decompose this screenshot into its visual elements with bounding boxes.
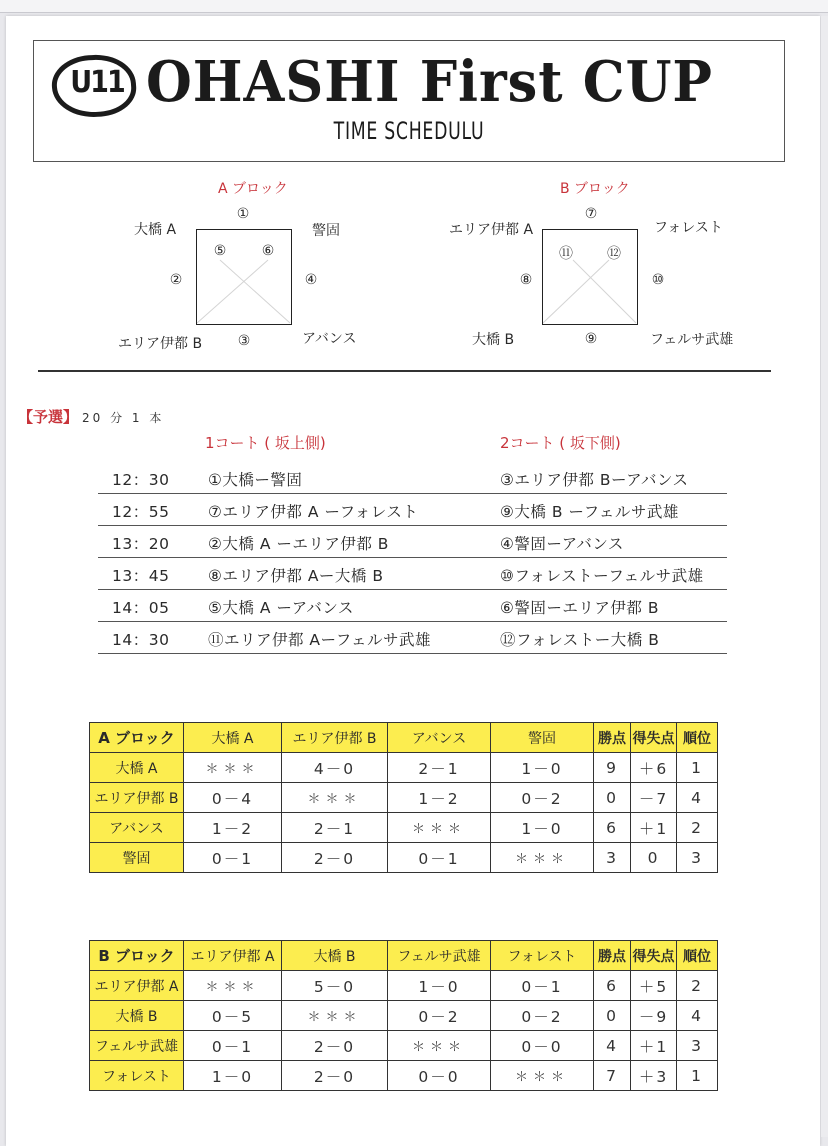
- row-header: アバンス: [90, 813, 184, 843]
- score-cell: 0－1: [491, 971, 594, 1001]
- score-cell: ＊＊＊: [184, 971, 282, 1001]
- schedule-row: [98, 462, 727, 494]
- table-row: [90, 1061, 718, 1091]
- column-header: エリア伊都 B: [282, 723, 388, 753]
- goal-diff-cell: －7: [631, 783, 677, 813]
- column-header: エリア伊都 A: [184, 941, 282, 971]
- goal-diff-cell: ＋3: [631, 1061, 677, 1091]
- points-header: 勝点: [594, 723, 631, 753]
- match-number: ①: [236, 206, 250, 222]
- points-cell: 6: [594, 971, 631, 1001]
- match-number: ⑫: [607, 246, 621, 262]
- rank-cell: 4: [677, 1001, 718, 1031]
- column-header: フォレスト: [491, 941, 594, 971]
- score-cell: 1－0: [388, 971, 491, 1001]
- goal-diff-header: 得失点: [631, 723, 677, 753]
- match-number: ⑤: [213, 243, 227, 259]
- score-cell: 1－2: [388, 783, 491, 813]
- score-cell: 1－2: [184, 813, 282, 843]
- goal-diff-cell: ＋6: [631, 753, 677, 783]
- block-a-title: A ブロック: [218, 181, 288, 197]
- score-cell: ＊＊＊: [282, 783, 388, 813]
- score-cell: ＊＊＊: [388, 813, 491, 843]
- rank-cell: 1: [677, 1061, 718, 1091]
- score-cell: 2－1: [388, 753, 491, 783]
- score-cell: 5－0: [282, 971, 388, 1001]
- schedule-label: 【予選】: [18, 408, 79, 426]
- match-number: ⑨: [584, 331, 598, 347]
- score-cell: 0－2: [491, 783, 594, 813]
- court-1-match: ②大橋 A ーエリア伊都 B: [208, 535, 389, 553]
- court-2-match: ⑩フォレストーフェルサ武雄: [500, 567, 704, 585]
- match-duration: 20 分 1 本: [82, 411, 165, 425]
- row-header: フォレスト: [90, 1061, 184, 1091]
- table-row: [90, 783, 718, 813]
- team-label: アバンス: [302, 331, 357, 347]
- column-header: アバンス: [388, 723, 491, 753]
- match-number: ③: [237, 333, 251, 349]
- match-number: ④: [304, 272, 318, 288]
- schedule-row: [98, 558, 727, 590]
- score-cell: 1－0: [491, 813, 594, 843]
- score-cell: 1－0: [184, 1061, 282, 1091]
- goal-diff-cell: ＋1: [631, 1031, 677, 1061]
- scrollbar[interactable]: [821, 16, 828, 1137]
- points-cell: 7: [594, 1061, 631, 1091]
- rank-header: 順位: [677, 941, 718, 971]
- match-number: ⑥: [261, 243, 275, 259]
- rank-cell: 3: [677, 1031, 718, 1061]
- score-cell: 0－1: [184, 843, 282, 873]
- title-box: [33, 40, 785, 162]
- document-page: [6, 16, 820, 1146]
- goal-diff-cell: 0: [631, 843, 677, 873]
- section-divider: [38, 370, 771, 372]
- rank-cell: 2: [677, 813, 718, 843]
- team-label: 大橋 B: [472, 332, 515, 348]
- block-b-title: B ブロック: [560, 181, 630, 197]
- court-1-match: ⑦エリア伊都 A ーフォレスト: [208, 503, 419, 521]
- schedule-row: [98, 590, 727, 622]
- points-header: 勝点: [594, 941, 631, 971]
- score-cell: 0－1: [184, 1031, 282, 1061]
- points-cell: 0: [594, 783, 631, 813]
- row-header: エリア伊都 B: [90, 783, 184, 813]
- match-time: 13：45: [112, 567, 170, 585]
- score-cell: 0－4: [184, 783, 282, 813]
- match-number: ⑩: [651, 272, 665, 288]
- score-cell: ＊＊＊: [491, 843, 594, 873]
- score-cell: 0－2: [491, 1001, 594, 1031]
- court-1-header: 1コート ( 坂上側): [205, 434, 326, 452]
- table-header-row: [90, 723, 718, 753]
- column-header: フェルサ武雄: [388, 941, 491, 971]
- table-row: [90, 971, 718, 1001]
- court-1-match: ⑪エリア伊都 Aーフェルサ武雄: [208, 631, 431, 649]
- points-cell: 6: [594, 813, 631, 843]
- table-row: [90, 1001, 718, 1031]
- court-1-match: ⑧エリア伊都 Aー大橋 B: [208, 567, 384, 585]
- block-a-results-table: [89, 722, 718, 873]
- row-header: 大橋 B: [90, 1001, 184, 1031]
- row-header: 大橋 A: [90, 753, 184, 783]
- table-corner-header: A ブロック: [90, 723, 184, 753]
- court-2-match: ④警固ーアバンス: [500, 535, 624, 553]
- match-time: 12：30: [112, 471, 170, 489]
- match-number: ⑧: [519, 272, 533, 288]
- rank-cell: 2: [677, 971, 718, 1001]
- match-time: 12：55: [112, 503, 170, 521]
- court-1-match: ⑤大橋 A ーアバンス: [208, 599, 354, 617]
- score-cell: ＊＊＊: [388, 1031, 491, 1061]
- score-cell: 0－1: [388, 843, 491, 873]
- rank-cell: 1: [677, 753, 718, 783]
- goal-diff-cell: －9: [631, 1001, 677, 1031]
- schedule-row: [98, 494, 727, 526]
- score-cell: 2－1: [282, 813, 388, 843]
- row-header: 警固: [90, 843, 184, 873]
- match-number: ②: [169, 272, 183, 288]
- score-cell: 0－2: [388, 1001, 491, 1031]
- score-cell: ＊＊＊: [282, 1001, 388, 1031]
- score-cell: 0－0: [491, 1031, 594, 1061]
- points-cell: 9: [594, 753, 631, 783]
- score-cell: 2－0: [282, 1061, 388, 1091]
- row-header: エリア伊都 A: [90, 971, 184, 1001]
- score-cell: 4－0: [282, 753, 388, 783]
- page-title: OHASHI First CUP: [146, 49, 713, 115]
- court-2-header: 2コート ( 坂下側): [500, 434, 621, 452]
- table-header-row: [90, 941, 718, 971]
- table-corner-header: B ブロック: [90, 941, 184, 971]
- block-b-results-table: [89, 940, 718, 1091]
- score-cell: 0－0: [388, 1061, 491, 1091]
- rank-cell: 4: [677, 783, 718, 813]
- team-label: フォレスト: [654, 220, 723, 236]
- column-header: 警固: [491, 723, 594, 753]
- match-number: ⑪: [559, 246, 573, 262]
- score-cell: 2－0: [282, 1031, 388, 1061]
- team-label: 大橋 A: [134, 222, 177, 238]
- court-2-match: ③エリア伊都 Bーアバンス: [500, 471, 689, 489]
- table-row: [90, 813, 718, 843]
- schedule-heading: [18, 406, 164, 427]
- schedule-row: [98, 622, 727, 654]
- schedule-row: [98, 526, 727, 558]
- match-time: 14：05: [112, 599, 170, 617]
- court-2-match: ⑨大橋 B ーフェルサ武雄: [500, 503, 679, 521]
- points-cell: 3: [594, 843, 631, 873]
- rank-cell: 3: [677, 843, 718, 873]
- team-label: エリア伊都 B: [118, 336, 203, 352]
- team-label: エリア伊都 A: [449, 222, 534, 238]
- score-cell: 0－5: [184, 1001, 282, 1031]
- court-1-match: ①大橋ー警固: [208, 471, 303, 489]
- row-header: フェルサ武雄: [90, 1031, 184, 1061]
- goal-diff-cell: ＋1: [631, 813, 677, 843]
- match-time: 13：20: [112, 535, 170, 553]
- match-time: 14：30: [112, 631, 170, 649]
- table-row: [90, 753, 718, 783]
- page-subtitle: TIME SCHEDULU: [333, 117, 485, 145]
- goal-diff-header: 得失点: [631, 941, 677, 971]
- court-2-match: ⑫フォレストー大橋 B: [500, 631, 660, 649]
- column-header: 大橋 A: [184, 723, 282, 753]
- table-row: [90, 1031, 718, 1061]
- logo-badge: U11: [70, 65, 124, 100]
- table-row: [90, 843, 718, 873]
- score-cell: 2－0: [282, 843, 388, 873]
- match-number: ⑦: [584, 206, 598, 222]
- schedule-list: [98, 462, 727, 654]
- score-cell: ＊＊＊: [184, 753, 282, 783]
- points-cell: 4: [594, 1031, 631, 1061]
- points-cell: 0: [594, 1001, 631, 1031]
- team-label: 警固: [312, 223, 340, 239]
- court-2-match: ⑥警固ーエリア伊都 B: [500, 599, 659, 617]
- goal-diff-cell: ＋5: [631, 971, 677, 1001]
- column-header: 大橋 B: [282, 941, 388, 971]
- score-cell: 1－0: [491, 753, 594, 783]
- rank-header: 順位: [677, 723, 718, 753]
- team-label: フェルサ武雄: [650, 332, 734, 348]
- score-cell: ＊＊＊: [491, 1061, 594, 1091]
- viewer-top-bar: [0, 0, 828, 13]
